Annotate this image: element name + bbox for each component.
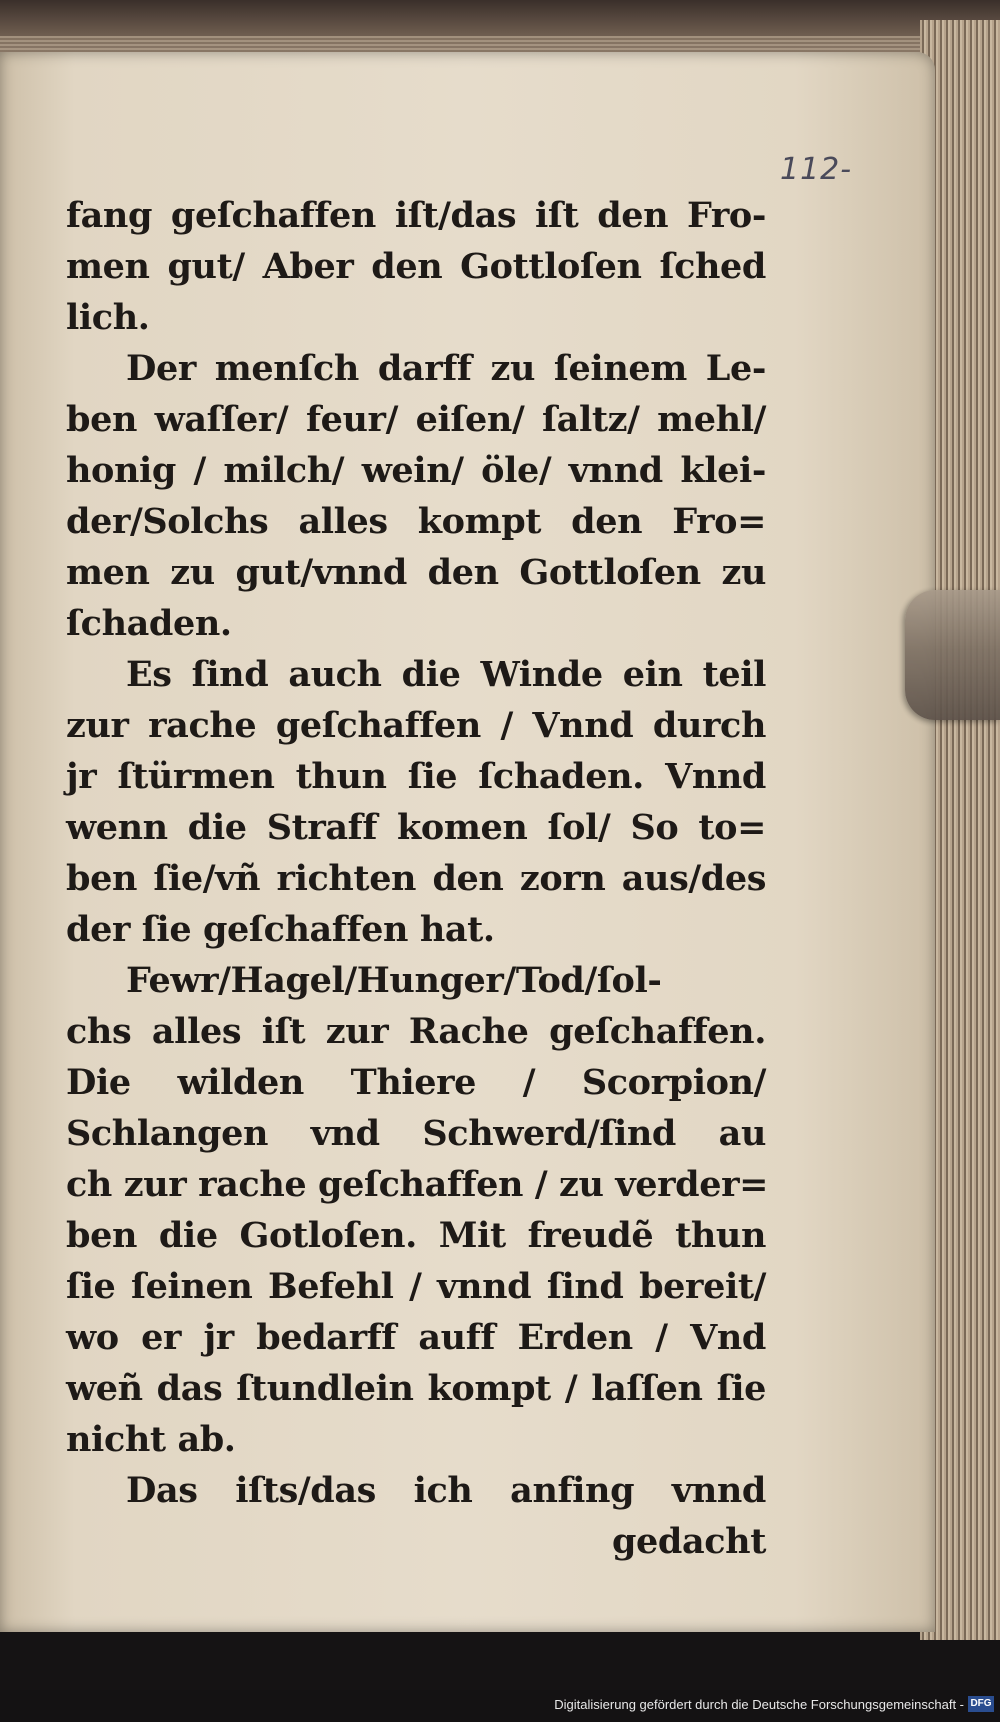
text-line: ben waſſer/ feur/ eiſen/ ſaltz/ mehl/ [66, 399, 766, 440]
text-block [66, 190, 769, 1567]
book-page [0, 52, 935, 1632]
text-line: Schlangen vnd Schwerd/ſind au [66, 1113, 766, 1154]
text-line: ben die Gotloſen. Mit freudẽ thun [66, 1215, 766, 1256]
footer-credit: Digitalisierung gefördert durch die Deutsche Forschungsgemeinschaft - [554, 1697, 964, 1712]
text-line: Es ſind auch die Winde ein teil [126, 654, 766, 695]
text-line: Die wilden Thiere / Scorpion/ [66, 1062, 766, 1103]
text-line: nicht ab. [66, 1419, 236, 1460]
page-number: 112- [780, 152, 853, 187]
text-line: wenn die Straff komen ſol/ So to= [66, 807, 766, 848]
book-clip [905, 590, 1000, 720]
text-line: chs alles iſt zur Rache geſchaffen. [66, 1011, 766, 1052]
text-line: ſchaden. [66, 603, 232, 644]
text-line: wo er jr bedarff auff Erden / Vnd [66, 1317, 766, 1358]
text-line: zur rache geſchaffen / Vnnd durch [66, 705, 766, 746]
text-line: ſie ſeinen Befehl / vnnd ſind bereit/ [66, 1266, 766, 1307]
text-line: lich. [66, 297, 150, 338]
text-line: der ſie geſchaffen hat. [66, 909, 495, 950]
text-line: Der menſch darff zu ſeinem Le- [126, 348, 766, 389]
catchword: gedacht [611, 1521, 766, 1562]
text-line: Fewr/Hagel/Hunger/Tod/ſol- [126, 960, 662, 1001]
dfg-logo: DFG [968, 1696, 994, 1712]
text-line: jr ſtürmen thun ſie ſchaden. Vnnd [66, 756, 766, 797]
text-line: honig / milch/ wein/ öle/ vnnd klei- [66, 450, 766, 491]
text-line: ben ſie/vñ richten den zorn aus/des [66, 858, 766, 899]
book-top-edge [0, 0, 1000, 60]
text-line: men gut/ Aber den Gottloſen ſched [66, 246, 766, 287]
text-line: Das iſts/das ich anfing vnnd [126, 1470, 766, 1511]
footer-bar [0, 1690, 1000, 1722]
text-line: ch zur rache geſchaffen / zu verder= [66, 1164, 769, 1205]
text-line: fang geſchaffen iſt/das iſt den Fro- [66, 195, 766, 236]
text-line: men zu gut/vnnd den Gottloſen zu [66, 552, 766, 593]
text-line: der/Solchs alles kompt den Fro= [66, 501, 766, 542]
text-line: weñ das ſtundlein kompt / laſſen ſie [66, 1368, 766, 1409]
